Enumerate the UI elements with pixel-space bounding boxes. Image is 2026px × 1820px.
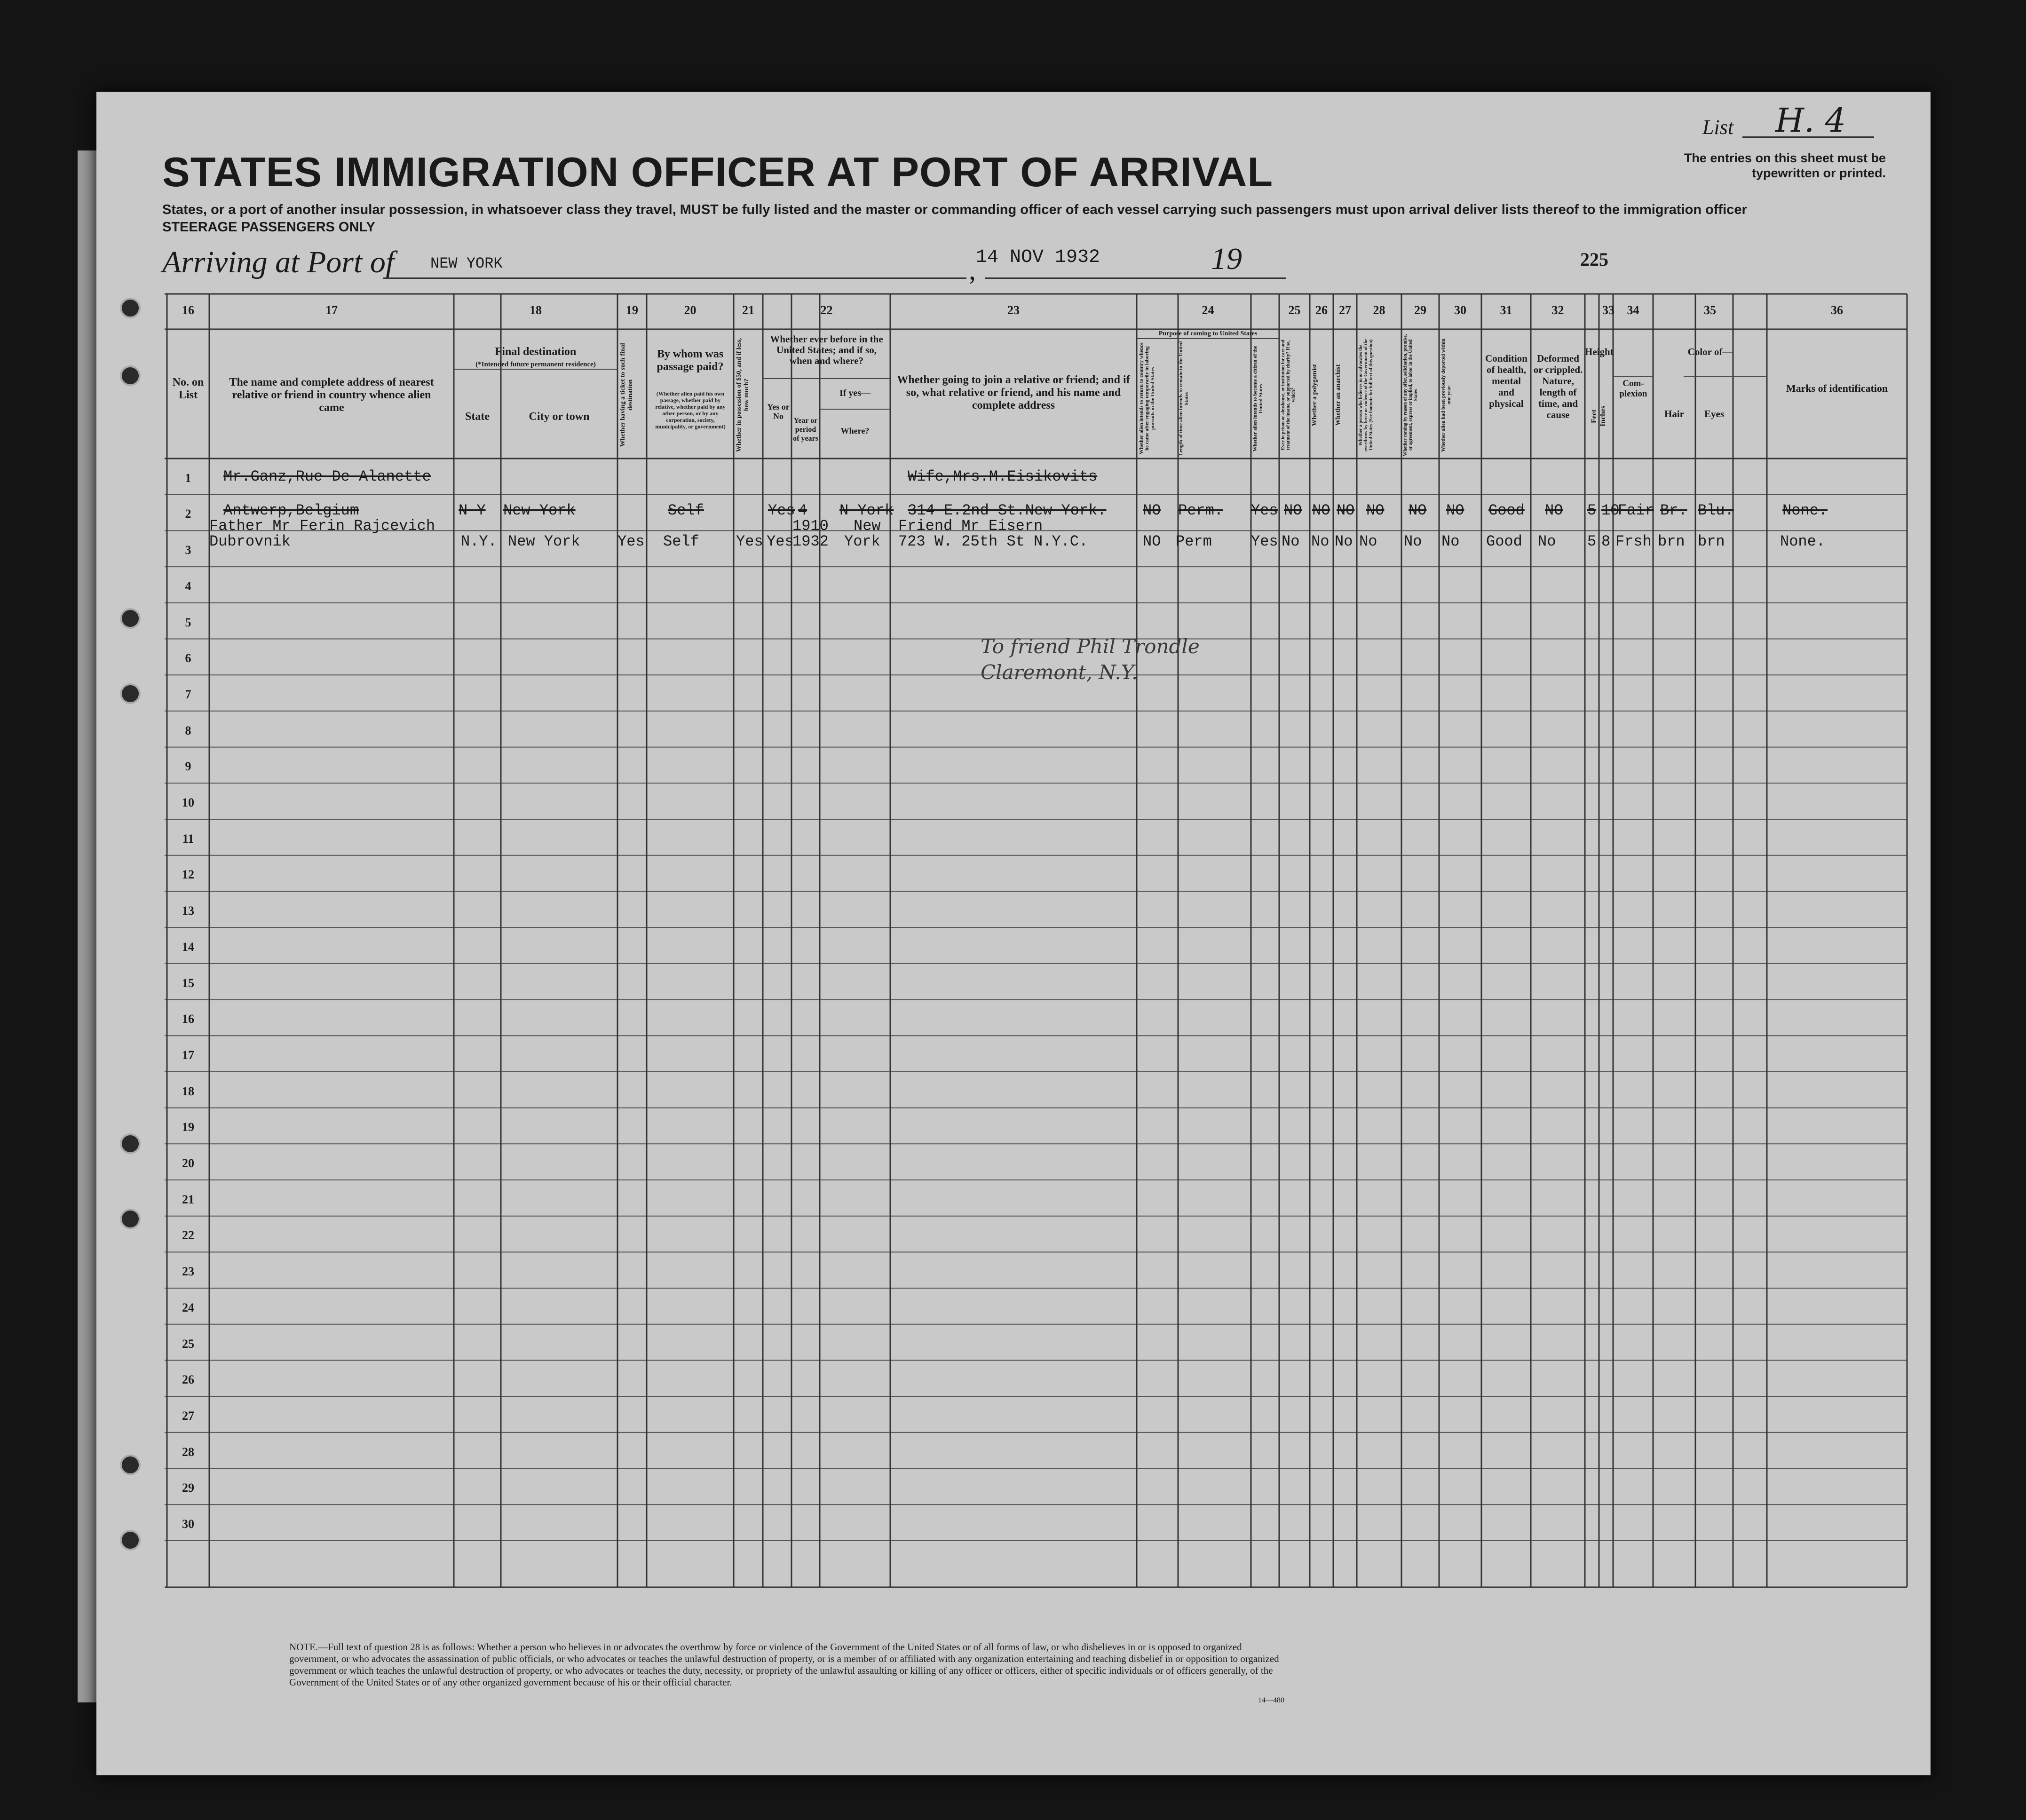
row2-period-line1: 1910 — [792, 517, 829, 535]
col-number-34: 34 — [1627, 303, 1639, 317]
col-number-24: 24 — [1202, 303, 1214, 317]
header-prison: Ever in prison or almshouse, or institution for care and treatment of the insane, or supported by charity? If so, which? — [1281, 340, 1296, 451]
row1-prison: NO — [1284, 502, 1302, 519]
row1-paid-by: Self — [668, 502, 704, 519]
row-number: 23 — [182, 1265, 194, 1279]
row1-state: N-Y — [459, 502, 486, 519]
row-number: 18 — [182, 1084, 194, 1098]
header-q29: Whether coming by reason of any offer, solicitation, promise, or agreement, express or implied, to labor in the United States — [1403, 334, 1418, 456]
row1-period: 4 — [798, 502, 807, 519]
header-citizen: Whether alien intends to become a citizen of the United States — [1252, 346, 1264, 451]
list-value: H. 4 — [1775, 101, 1846, 140]
row2-relative-line1: Father Mr Ferin Rajcevich — [209, 517, 435, 535]
page-subtitle: States, or a port of another insular possession, in whatsoever class they travel, MUST be fully listed and the master or commanding officer of each vessel carrying such passengers must upon arrival deliver lists thereof to the immigration officer — [162, 202, 1747, 217]
row-number: 4 — [185, 579, 191, 593]
row1-q28: NO — [1366, 502, 1385, 519]
row1-eyes: Blu. — [1698, 502, 1734, 519]
row1-complexion: Fair — [1618, 502, 1654, 519]
header-deformed: Deformed or crippled. Nature, length of time, and cause — [1533, 353, 1583, 420]
year-prefix: 19 — [1211, 242, 1242, 276]
row2-purpose-return: NO — [1143, 533, 1161, 550]
row-number: 12 — [182, 868, 194, 882]
row1-marks: None. — [1782, 502, 1828, 519]
row1-q29: NO — [1409, 502, 1427, 519]
row-number: 16 — [182, 1012, 194, 1026]
row-number: 3 — [185, 543, 191, 557]
passenger-class: STEERAGE PASSENGERS ONLY — [162, 220, 375, 235]
header-where: Where? — [840, 426, 870, 435]
row-number: 5 — [185, 615, 191, 629]
row2-joining-line1: Friend Mr Eisern — [898, 517, 1043, 535]
row2-joining-line2: 723 W. 25th St N.Y.C. — [898, 533, 1088, 550]
form-number: 14—480 — [1258, 1696, 1284, 1704]
row-number: 14 — [182, 940, 194, 954]
sheet-number: 225 — [1580, 249, 1608, 270]
row-number: 26 — [182, 1373, 194, 1387]
row1-feet: 5 — [1587, 502, 1597, 519]
row1-where: N-York — [839, 502, 894, 519]
row-number: 6 — [185, 651, 191, 665]
header-final-destination: Final destination — [495, 346, 577, 358]
col-number-27: 27 — [1339, 303, 1351, 317]
ruled-grid — [96, 92, 1931, 1775]
row2-ticket: Yes — [617, 533, 645, 550]
col-number-23: 23 — [1007, 303, 1020, 317]
row-number: 22 — [182, 1228, 194, 1242]
row2-prison: No — [1282, 533, 1300, 550]
header-paid-by-note: (Whether alien paid his own passage, whether paid by relative, whether paid by any other person, or by any corporation, society, municipality, or government) — [655, 390, 726, 430]
row-number: 11 — [182, 831, 194, 846]
header-period: Year or period of years — [793, 417, 818, 443]
col-number-30: 30 — [1454, 303, 1466, 317]
header-yes-no: Yes or No — [767, 402, 790, 421]
row2-city: New York — [508, 533, 580, 550]
row-number: 25 — [182, 1337, 194, 1351]
row1-joining-line2: 314 E.2nd St.New-York. — [908, 502, 1107, 519]
row2-purpose-length: Perm — [1176, 533, 1212, 550]
row-number: 15 — [182, 976, 194, 990]
row1-purpose-return: NO — [1143, 502, 1161, 519]
col-number-28: 28 — [1373, 303, 1385, 317]
col-number-22: 22 — [820, 303, 833, 317]
col-number-31: 31 — [1500, 303, 1512, 317]
row2-feet: 5 — [1587, 533, 1597, 550]
header-purpose-length: Length of time alien intends to remain in the United States — [1178, 341, 1189, 456]
row2-eyes: brn — [1698, 533, 1725, 550]
arrival-date: 14 NOV 1932 — [976, 247, 1100, 268]
row-number: 28 — [182, 1445, 194, 1459]
header-color-of: Color of— — [1687, 346, 1733, 357]
row2-q29: No — [1404, 533, 1422, 550]
col-number-21: 21 — [742, 303, 754, 317]
header-if-yes: If yes— — [839, 388, 871, 398]
row-number: 21 — [182, 1192, 194, 1206]
col-number-18: 18 — [530, 303, 542, 317]
row1-before-yes: Yes — [768, 502, 795, 519]
header-final-destination-note: (*Intended future permanent residence) — [475, 361, 596, 368]
row2-relative-line2: Dubrovnik — [209, 533, 291, 550]
row2-q28: No — [1359, 533, 1377, 550]
header-relative: The name and complete address of nearest relative or friend in country whence alien came — [229, 376, 434, 414]
col-number-26: 26 — [1315, 303, 1328, 317]
header-polygamist: Whether a polygamist — [1311, 364, 1318, 426]
row2-deformed: No — [1538, 533, 1556, 550]
col-number-17: 17 — [325, 303, 338, 317]
col-number-32: 32 — [1551, 303, 1564, 317]
row2-health: Good — [1486, 533, 1522, 550]
row-number: 1 — [185, 471, 191, 485]
row2-inches: 8 — [1601, 533, 1611, 550]
row2-anarchist: No — [1335, 533, 1353, 550]
row-number: 13 — [182, 904, 194, 918]
row-number: 8 — [185, 723, 191, 737]
header-ticket: Whether having a ticket to such final destination — [619, 343, 634, 447]
row2-where-line1: New — [854, 517, 881, 535]
binder-hole — [120, 1455, 141, 1475]
row2-hair: brn — [1658, 533, 1685, 550]
row1-polygamist: NO — [1312, 502, 1330, 519]
row1-anarchist: NO — [1337, 502, 1355, 519]
row1-citizen: Yes — [1251, 502, 1278, 519]
col-number-25: 25 — [1288, 303, 1301, 317]
row2-state: N.Y. — [461, 533, 497, 550]
header-joining: Whether going to join a relative or friend; and if so, what relative or friend, and his name and complete address — [897, 374, 1130, 411]
row2-money: Yes — [736, 533, 763, 550]
row2-polygamist: No — [1311, 533, 1330, 550]
row1-relative-line1: Mr.Ganz,Rue De Alanette — [223, 468, 431, 485]
row1-hair: Br. — [1660, 502, 1687, 519]
header-state: State — [465, 411, 490, 423]
header-inches: Inches — [1599, 405, 1607, 427]
row2-complexion: Frsh — [1615, 533, 1652, 550]
row-number: 10 — [182, 796, 194, 809]
header-q28: Whether a person who believes in or advocates the overthrow by force or violence of the Government of the United States (See footnote for full text of this question) — [1358, 339, 1374, 451]
row1-inches: 10 — [1601, 502, 1620, 519]
footnote-question-28: NOTE.—Full text of question 28 is as follows: Whether a person who believes in or advocates the overthrow by force or violence of the Government of the United States or of all forms of law, or who disbelieves in or is opposed to organized government, or who advocates the assassination of public officials, or who advocates or teaches the unlawful destruction of property, or is a member of or affiliated with any organization entertaining and teaching disbelief in or opposition to organized government or which teaches the unlawful destruction of property, or who advocates or teaches the duty, necessity, or propriety of the unlawful assaulting or killing of any officer or officers, either of specific individuals or of officers generally, of the Government of the United States or of any other organized government because of his or their official character. — [289, 1641, 1279, 1688]
row2-joining-handwritten-line2: Claremont, N.Y. — [981, 661, 1138, 684]
binder-hole — [120, 1133, 141, 1154]
row-number: 24 — [182, 1300, 194, 1314]
row2-citizen: Yes — [1251, 533, 1278, 550]
header-condition: Condition of health, mental and physical — [1485, 353, 1527, 409]
arriving-label: Arriving at Port of — [162, 245, 395, 279]
row2-period-line2: 1932 — [792, 533, 829, 550]
header-height: Height — [1585, 346, 1614, 357]
col-number-33: 33 — [1602, 303, 1614, 317]
col-number-36: 36 — [1831, 303, 1843, 317]
row1-deformed: NO — [1545, 502, 1563, 519]
entries-instruction: The entries on this sheet must be typewritten or printed. — [1684, 151, 1886, 180]
binder-hole — [120, 1209, 141, 1229]
row-number: 19 — [182, 1120, 194, 1134]
binder-hole — [120, 683, 141, 704]
row2-where-line2: York — [844, 533, 880, 550]
row2-before-yes: Yes — [767, 533, 794, 550]
header-q30: Whether alien had been previously deported within one year — [1440, 338, 1452, 452]
binder-hole — [120, 298, 141, 318]
header-purpose-return: Whether alien intends to return to country whence he came after engaging temporarily in laboring pursuits in the United States — [1139, 342, 1155, 455]
header-purpose: Purpose of coming to United States — [1158, 330, 1258, 337]
binder-hole — [120, 365, 141, 386]
row-number: 30 — [182, 1517, 194, 1531]
row2-q30: No — [1441, 533, 1460, 550]
row1-q30: NO — [1446, 502, 1464, 519]
header-money: Whether in possession of $50, and if less, how much? — [736, 338, 750, 452]
col-number-35: 35 — [1704, 303, 1716, 317]
header-feet: Feet — [1590, 409, 1598, 423]
port-value: NEW YORK — [430, 255, 503, 272]
header-eyes: Eyes — [1704, 408, 1724, 419]
col-number-29: 29 — [1414, 303, 1426, 317]
header-hair: Hair — [1664, 408, 1684, 419]
row-number: 9 — [185, 760, 191, 774]
binder-hole — [120, 1530, 141, 1551]
header-marks: Marks of identification — [1786, 382, 1888, 394]
row-number: 7 — [185, 687, 191, 701]
row1-joining-line1: Wife,Mrs.M.Eisikovits — [908, 468, 1098, 485]
header-anarchist: Whether an anarchist — [1335, 364, 1342, 426]
list-label: List — [1702, 116, 1734, 139]
row1-relative-line2: Antwerp,Belgium — [223, 502, 359, 519]
header-before-us: Whether ever before in the United States; and if so, when and where? — [770, 333, 883, 366]
header-complexion: Com- plexion — [1619, 379, 1647, 399]
col-number-19: 19 — [626, 303, 638, 317]
row1-purpose-length: Perm. — [1178, 502, 1224, 519]
row2-joining-handwritten-line1: To friend Phil Trondle — [981, 635, 1200, 658]
row2-marks: None. — [1780, 533, 1826, 550]
row-number: 17 — [182, 1048, 194, 1062]
header-no-on-list: No. on List — [172, 376, 204, 401]
row-number: 2 — [185, 507, 191, 521]
page-title: STATES IMMIGRATION OFFICER AT PORT OF ARRIVAL — [162, 149, 1274, 195]
row-number: 29 — [182, 1481, 194, 1495]
header-city: City or town — [529, 411, 590, 423]
header-paid-by: By whom was passage paid? — [657, 348, 724, 373]
manifest-sheet: List H. 4 The entries on this sheet must be typewritten or printed. STATES IMMIGRATION OFFICER AT PORT OF ARRIVAL States, or a port of another insular possession, in whatsoever class they travel, MUST be fully listed and the master or commanding officer of each vessel carrying such passengers must upon arrival deliver lists thereof to the immigration officer STEERAGE PASSENGERS ONLY Arriving at Port of NEW YORK , 14 NOV 1932 19 225 16 17 18 19 20 21 22 23 24 25 26 27 28 29 30 31 32 33 34 35 36 No. on List The name and complete address of nearest relative or friend in country whence alien came Final destination (*Intended future permanent residence) State City or town Whether having a ticket to such final destination By whom was passage paid? (Whether alien paid his own passage, whether paid by relative, whether paid by any other person, or by any corporation, society, municipality, or government) Whether in possession of $50, and if less, how much? Whether ever before in the United States; and if so, when and where? Yes or No If yes— Year or period of years Where? Whether going to join a relative or friend; and if so, what relative or friend, and his name and complete address Purpose of coming to United States Whether alien intends to return to country whence he came after engaging temporarily in laboring pursuits in the United States Length of time alien intends to remain in the United States Whether alien intends to become a citizen of the United States Ever in prison or almshouse, or institution for care and treatment of the insane, or supported by charity? If so, which? Whether a polygamist Whether an anarchist Whether a person who believes in or advocates the overthrow by force or violence of the Government of the United States (See footnote for full text of this question) Whether coming by reason of any offer, solicitation, promise, or agreement, express or implied, to labor in the United States Whether alien had been previously deported within one year Condition of health, mental and physical Deformed or crippled. Nature, length of time, and cause Height Feet Inches Com- plexion Color of— Hair Eyes Marks of identification 1 2 3 4 5 6 7 8 9 10 11 12 13 14 15 16 17 18 19 20 21 22 23 24 25 26 27 28 29 30 Mr.Ganz,Rue De Alanette Antwerp,Belgium N-Y New-York Self Yes 4 N-York Wife,Mrs.M.Eisikovits 314 E.2nd St.New-York. NO Perm. Yes NO NO NO NO NO NO Good NO 5 10 Fair Br. Blu. None. Father Mr Ferin Rajcevich Dubrovnik N.Y. New York Yes Self Yes Yes 1910 1932 New York Friend Mr Eisern 723 W. 25th St N.Y.C. To friend Phil Trondle Claremont, N.Y. NO Perm Yes No No No No No No Good No 5 8 Frsh brn brn None. NOTE.—Full text of question 28 is as follows: Whether a person who believes in or advocates the overthrow by force or violence of the Government of the United States or of all forms of law, or who disbelieves in or is opposed to organized government, or who advocates the assassination of public officials, or who advocates or teaches the unlawful destruction of property, or is a member of or affiliated with any organization entertaining and teaching disbelief in or opposition to organized government or which teaches the unlawful destruction of property, or who advocates or teaches the duty, necessity, or propriety of the unlawful assaulting or killing of any officer or officers, either of specific individuals or of officers generally, of the Government of the United States or of any other organized government because of his or their official character. 14—480 — [96, 92, 1931, 1775]
col-number-20: 20 — [684, 303, 696, 317]
col-number-16: 16 — [182, 303, 194, 317]
row1-city: New-York — [503, 502, 576, 519]
row2-paid-by: Self — [663, 533, 699, 550]
row1-health: Good — [1488, 502, 1525, 519]
row-number: 27 — [182, 1409, 194, 1423]
binder-hole — [120, 608, 141, 629]
row-number: 20 — [182, 1156, 194, 1170]
